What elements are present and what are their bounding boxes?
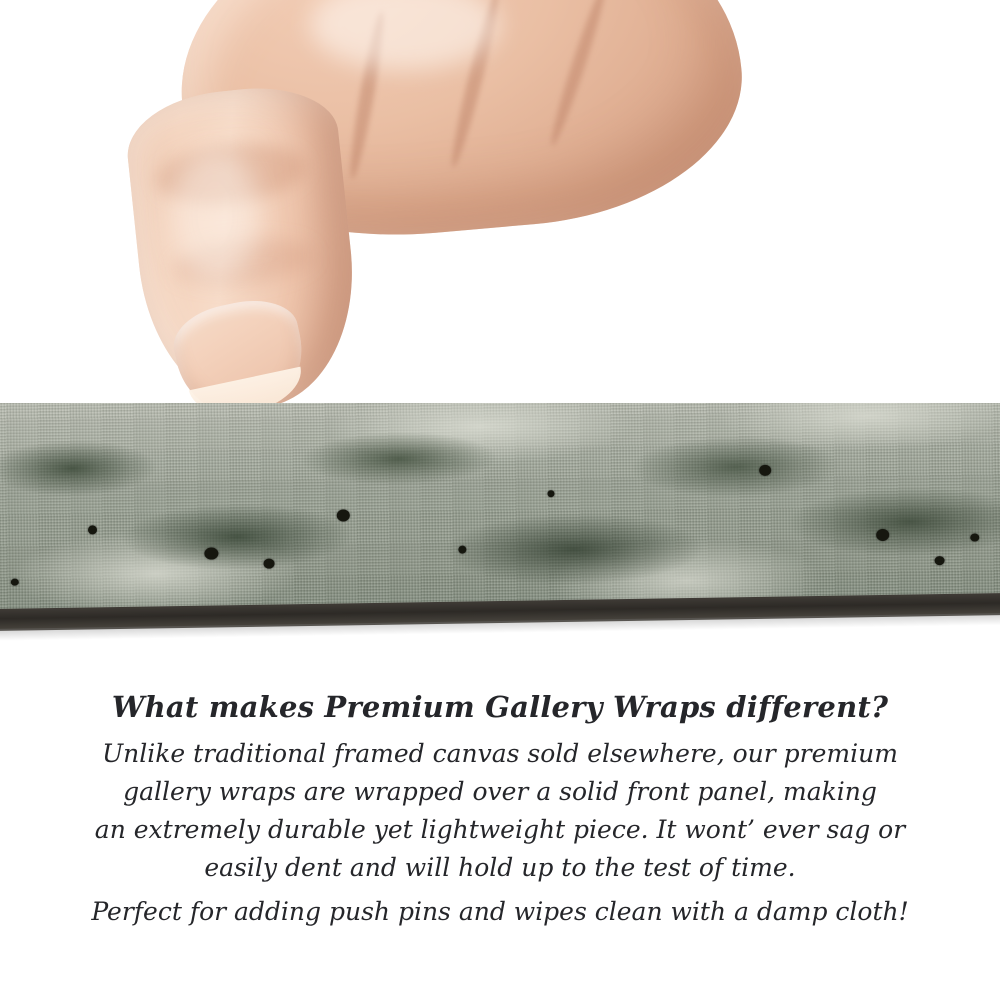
canvas-speck [935, 556, 945, 565]
caption-line: Unlike traditional framed canvas sold elsewhere, our premium [102, 738, 898, 768]
canvas-printed-surface [0, 403, 1000, 625]
caption-line: an extremely durable yet lightweight piece. It wont’ ever sag or [94, 814, 906, 844]
canvas-speck [88, 525, 97, 534]
canvas-speck [337, 509, 350, 521]
canvas-speck [11, 579, 19, 586]
canvas-speck [458, 546, 466, 554]
caption-headline: What makes Premium Gallery Wraps different? [111, 690, 889, 724]
canvas-speck [759, 465, 771, 476]
canvas-speck [876, 529, 889, 541]
caption-line: gallery wraps are wrapped over a solid front panel, making [123, 776, 877, 806]
canvas-speck [263, 559, 274, 569]
canvas-speck [547, 490, 554, 497]
canvas-edge-strip [0, 403, 1000, 648]
hand-illustration [60, 0, 760, 440]
caption-block [0, 690, 1000, 931]
canvas-speck [970, 533, 979, 541]
canvas-speck [204, 547, 218, 559]
caption-line: easily dent and will hold up to the test of time. [204, 852, 796, 882]
caption-closing-line: Perfect for adding push pins and wipes clean with a damp cloth! [91, 896, 909, 926]
skin-highlight [170, 150, 260, 280]
